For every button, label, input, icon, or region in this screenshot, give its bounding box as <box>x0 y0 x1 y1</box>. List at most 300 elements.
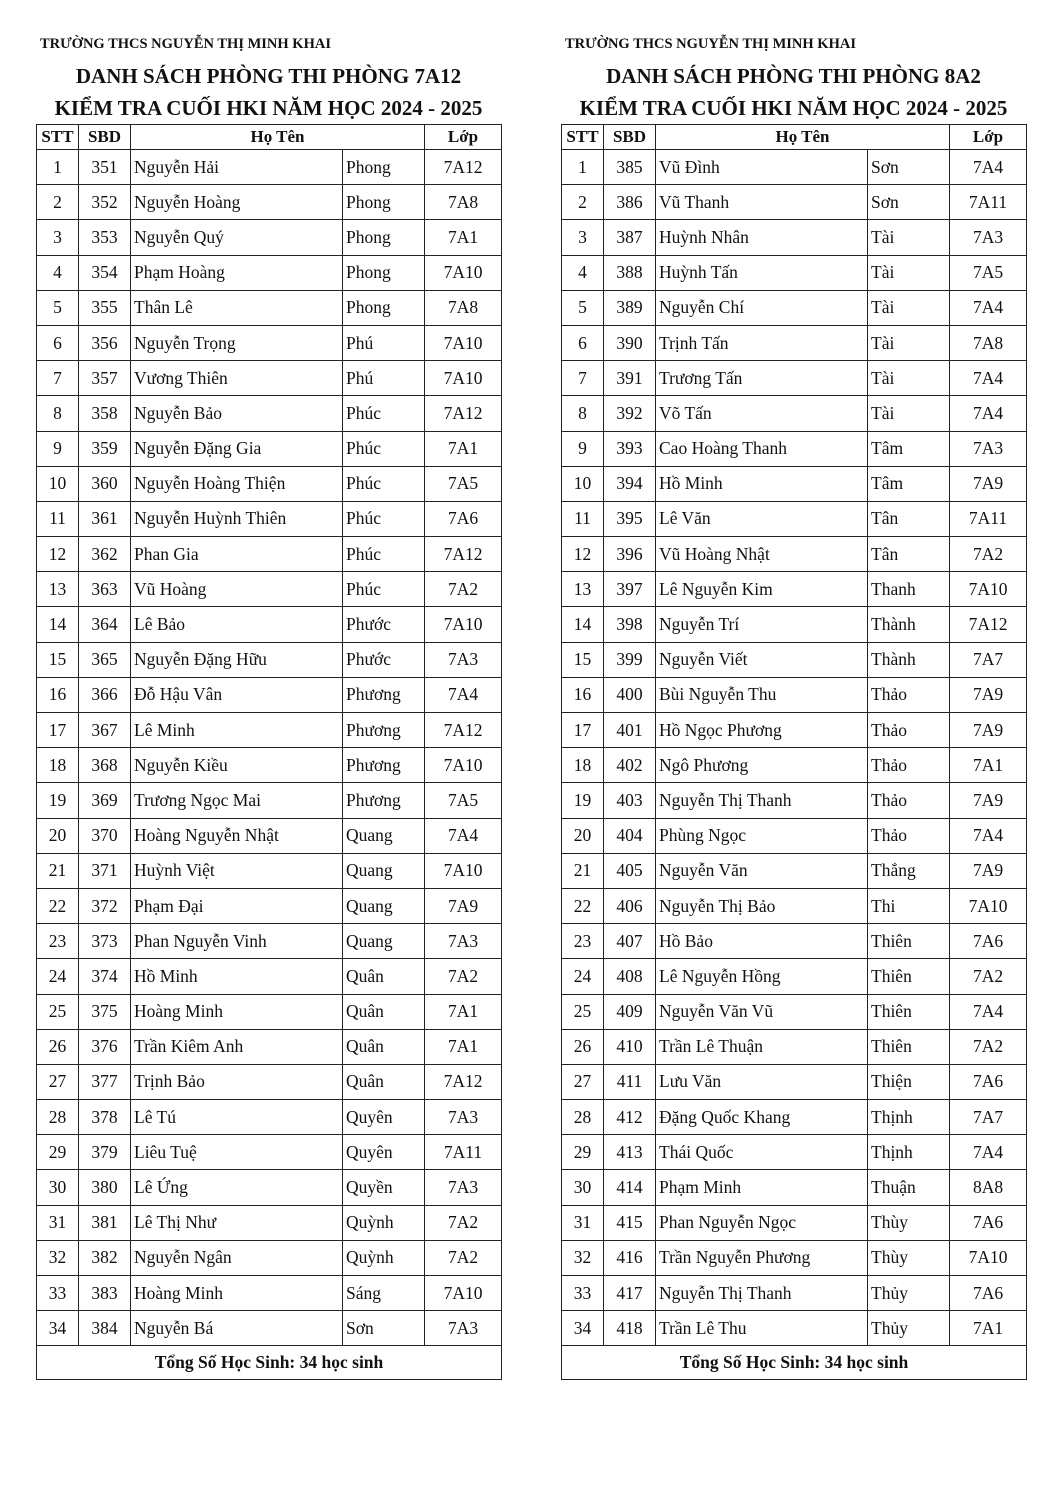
row-stt: 6 <box>562 325 604 360</box>
row-ten: Tài <box>868 290 950 325</box>
school-name: TRƯỜNG THCS NGUYỄN THỊ MINH KHAI <box>40 36 331 52</box>
row-lop: 7A9 <box>950 783 1027 818</box>
row-ho: Đỗ Hậu Vân <box>131 677 343 712</box>
row-sbd: 383 <box>79 1276 131 1311</box>
row-ten: Quang <box>343 888 425 923</box>
table-row <box>562 818 1027 853</box>
row-lop: 7A2 <box>425 1240 502 1275</box>
row-ho: Nguyễn Thị Thanh <box>656 783 868 818</box>
row-ten: Thắng <box>868 853 950 888</box>
table-row <box>37 220 502 255</box>
exam-title: KIỂM TRA CUỐI HKI NĂM HỌC 2024 - 2025 <box>579 96 1008 120</box>
row-ho: Lê Nguyễn Hồng <box>656 959 868 994</box>
row-ho: Nguyễn Văn <box>656 853 868 888</box>
row-lop: 7A1 <box>950 1311 1027 1346</box>
table-row <box>562 361 1027 396</box>
row-sbd: 377 <box>79 1064 131 1099</box>
row-stt: 14 <box>562 607 604 642</box>
row-stt: 21 <box>562 853 604 888</box>
row-lop: 7A7 <box>950 1100 1027 1135</box>
row-stt: 18 <box>562 748 604 783</box>
row-lop: 7A11 <box>950 185 1027 220</box>
row-ten: Phong <box>343 255 425 290</box>
total-row <box>37 1346 502 1380</box>
row-ten: Quỳnh <box>343 1205 425 1240</box>
row-ten: Tâm <box>868 466 950 501</box>
row-sbd: 395 <box>604 501 656 536</box>
row-lop: 7A10 <box>950 888 1027 923</box>
row-ten: Phúc <box>343 466 425 501</box>
row-sbd: 371 <box>79 853 131 888</box>
row-lop: 7A12 <box>425 537 502 572</box>
row-ten: Thanh <box>868 572 950 607</box>
row-ho: Đặng Quốc Khang <box>656 1100 868 1135</box>
row-stt: 17 <box>562 713 604 748</box>
row-ten: Sơn <box>868 150 950 185</box>
row-ho: Võ Tấn <box>656 396 868 431</box>
row-ho: Nguyễn Quý <box>131 220 343 255</box>
table-row <box>37 290 502 325</box>
row-stt: 13 <box>562 572 604 607</box>
table-row <box>37 1276 502 1311</box>
row-ten: Thảo <box>868 818 950 853</box>
table-row <box>562 572 1027 607</box>
table-row <box>562 853 1027 888</box>
row-ho: Huỳnh Tấn <box>656 255 868 290</box>
row-ten: Thuận <box>868 1170 950 1205</box>
row-stt: 17 <box>37 713 79 748</box>
row-ho: Vũ Hoàng <box>131 572 343 607</box>
row-stt: 2 <box>37 185 79 220</box>
student-table <box>36 124 502 1380</box>
row-ho: Nguyễn Bảo <box>131 396 343 431</box>
table-header-row <box>562 125 1027 150</box>
row-ho: Phùng Ngọc <box>656 818 868 853</box>
table-row <box>562 1135 1027 1170</box>
header-lop: Lớp <box>425 125 502 150</box>
table-row <box>562 220 1027 255</box>
row-stt: 14 <box>37 607 79 642</box>
row-sbd: 351 <box>79 150 131 185</box>
row-lop: 7A10 <box>425 853 502 888</box>
row-ho: Vũ Thanh <box>656 185 868 220</box>
row-stt: 30 <box>37 1170 79 1205</box>
row-stt: 3 <box>37 220 79 255</box>
row-sbd: 358 <box>79 396 131 431</box>
table-row <box>37 1135 502 1170</box>
row-stt: 27 <box>37 1064 79 1099</box>
row-ten: Phong <box>343 290 425 325</box>
table-row <box>37 1029 502 1064</box>
row-stt: 11 <box>562 501 604 536</box>
row-sbd: 410 <box>604 1029 656 1064</box>
row-ho: Huỳnh Nhân <box>656 220 868 255</box>
row-lop: 7A8 <box>425 290 502 325</box>
row-sbd: 415 <box>604 1205 656 1240</box>
table-row <box>562 713 1027 748</box>
row-sbd: 397 <box>604 572 656 607</box>
row-ten: Thiên <box>868 924 950 959</box>
row-stt: 18 <box>37 748 79 783</box>
row-ten: Phước <box>343 607 425 642</box>
row-stt: 31 <box>37 1205 79 1240</box>
row-ten: Phương <box>343 677 425 712</box>
row-ho: Trương Tấn <box>656 361 868 396</box>
row-lop: 7A4 <box>950 994 1027 1029</box>
row-ten: Quyên <box>343 1135 425 1170</box>
row-ten: Sáng <box>343 1276 425 1311</box>
row-sbd: 357 <box>79 361 131 396</box>
table-row <box>562 607 1027 642</box>
table-row <box>562 783 1027 818</box>
row-sbd: 404 <box>604 818 656 853</box>
row-lop: 7A2 <box>425 572 502 607</box>
row-lop: 7A4 <box>950 290 1027 325</box>
row-sbd: 379 <box>79 1135 131 1170</box>
row-ho: Lê Nguyễn Kim <box>656 572 868 607</box>
row-sbd: 390 <box>604 325 656 360</box>
row-ten: Quân <box>343 1029 425 1064</box>
row-stt: 7 <box>37 361 79 396</box>
row-ho: Ngô Phương <box>656 748 868 783</box>
row-stt: 15 <box>562 642 604 677</box>
row-ten: Tài <box>868 325 950 360</box>
row-stt: 5 <box>562 290 604 325</box>
row-sbd: 370 <box>79 818 131 853</box>
row-ten: Quỳnh <box>343 1240 425 1275</box>
row-sbd: 406 <box>604 888 656 923</box>
row-stt: 19 <box>562 783 604 818</box>
row-ho: Lê Văn <box>656 501 868 536</box>
row-ho: Nguyễn Hải <box>131 150 343 185</box>
row-stt: 29 <box>562 1135 604 1170</box>
row-lop: 7A9 <box>950 466 1027 501</box>
row-ten: Phương <box>343 748 425 783</box>
row-lop: 7A5 <box>950 255 1027 290</box>
row-lop: 7A6 <box>950 1205 1027 1240</box>
row-ho: Hoàng Minh <box>131 1276 343 1311</box>
row-stt: 2 <box>562 185 604 220</box>
table-row <box>562 1170 1027 1205</box>
table-row <box>37 361 502 396</box>
row-stt: 23 <box>562 924 604 959</box>
total-students: Tổng Số Học Sinh: 34 học sinh <box>562 1346 1027 1380</box>
student-rows <box>562 150 1027 1346</box>
row-lop: 7A11 <box>425 1135 502 1170</box>
table-row <box>37 713 502 748</box>
table-row <box>37 1311 502 1346</box>
row-ten: Phúc <box>343 572 425 607</box>
list-title: DANH SÁCH PHÒNG THI PHÒNG 7A12 <box>75 64 462 88</box>
table-row <box>562 748 1027 783</box>
row-stt: 25 <box>562 994 604 1029</box>
row-ho: Lê Tú <box>131 1100 343 1135</box>
total-students: Tổng Số Học Sinh: 34 học sinh <box>37 1346 502 1380</box>
exam-room-sheet-8a2 <box>561 34 1026 1380</box>
table-row <box>562 466 1027 501</box>
row-sbd: 391 <box>604 361 656 396</box>
row-ho: Lê Minh <box>131 713 343 748</box>
row-ten: Thủy <box>868 1311 950 1346</box>
row-lop: 7A12 <box>950 607 1027 642</box>
header-ho-ten: Họ Tên <box>656 125 950 150</box>
row-stt: 20 <box>37 818 79 853</box>
row-ten: Phong <box>343 185 425 220</box>
row-stt: 4 <box>37 255 79 290</box>
table-row <box>37 607 502 642</box>
row-sbd: 372 <box>79 888 131 923</box>
row-stt: 10 <box>37 466 79 501</box>
row-sbd: 373 <box>79 924 131 959</box>
row-sbd: 408 <box>604 959 656 994</box>
row-stt: 16 <box>37 677 79 712</box>
table-row <box>37 185 502 220</box>
row-ho: Thân Lê <box>131 290 343 325</box>
row-ho: Lê Thị Như <box>131 1205 343 1240</box>
table-row <box>37 150 502 185</box>
row-lop: 7A1 <box>950 748 1027 783</box>
row-ho: Lê Bảo <box>131 607 343 642</box>
row-ten: Thịnh <box>868 1100 950 1135</box>
row-sbd: 386 <box>604 185 656 220</box>
row-sbd: 417 <box>604 1276 656 1311</box>
table-row <box>562 994 1027 1029</box>
table-row <box>562 642 1027 677</box>
row-stt: 6 <box>37 325 79 360</box>
table-row <box>37 396 502 431</box>
row-lop: 7A12 <box>425 1064 502 1099</box>
row-stt: 4 <box>562 255 604 290</box>
row-ho: Hồ Ngọc Phương <box>656 713 868 748</box>
header-stt: STT <box>562 125 604 150</box>
header-lop: Lớp <box>950 125 1027 150</box>
row-sbd: 403 <box>604 783 656 818</box>
row-sbd: 394 <box>604 466 656 501</box>
row-lop: 7A11 <box>950 501 1027 536</box>
row-lop: 7A3 <box>950 220 1027 255</box>
table-header-row <box>37 125 502 150</box>
table-row <box>37 888 502 923</box>
table-row <box>37 1064 502 1099</box>
row-lop: 7A6 <box>950 1276 1027 1311</box>
row-ho: Hồ Minh <box>131 959 343 994</box>
school-name: TRƯỜNG THCS NGUYỄN THỊ MINH KHAI <box>565 36 856 52</box>
row-sbd: 392 <box>604 396 656 431</box>
row-ten: Tân <box>868 501 950 536</box>
row-ten: Tài <box>868 396 950 431</box>
row-stt: 28 <box>37 1100 79 1135</box>
row-ho: Trần Kiêm Anh <box>131 1029 343 1064</box>
table-row <box>37 572 502 607</box>
table-row <box>562 1100 1027 1135</box>
row-ho: Nguyễn Ngân <box>131 1240 343 1275</box>
table-row <box>562 537 1027 572</box>
table-row <box>562 150 1027 185</box>
row-ho: Vũ Đình <box>656 150 868 185</box>
row-stt: 28 <box>562 1100 604 1135</box>
row-lop: 7A2 <box>950 959 1027 994</box>
row-sbd: 354 <box>79 255 131 290</box>
row-stt: 32 <box>562 1240 604 1275</box>
list-title: DANH SÁCH PHÒNG THI PHÒNG 8A2 <box>606 64 981 88</box>
row-sbd: 405 <box>604 853 656 888</box>
row-sbd: 396 <box>604 537 656 572</box>
row-ho: Trịnh Tấn <box>656 325 868 360</box>
row-stt: 22 <box>37 888 79 923</box>
row-ten: Thảo <box>868 748 950 783</box>
row-ten: Thành <box>868 607 950 642</box>
row-lop: 7A2 <box>950 537 1027 572</box>
row-ho: Nguyễn Thị Thanh <box>656 1276 868 1311</box>
row-sbd: 360 <box>79 466 131 501</box>
table-row <box>562 396 1027 431</box>
row-stt: 21 <box>37 853 79 888</box>
row-sbd: 359 <box>79 431 131 466</box>
table-row <box>562 255 1027 290</box>
row-ten: Thành <box>868 642 950 677</box>
row-ho: Nguyễn Đặng Gia <box>131 431 343 466</box>
row-sbd: 381 <box>79 1205 131 1240</box>
row-ho: Hoàng Nguyễn Nhật <box>131 818 343 853</box>
row-ten: Sơn <box>868 185 950 220</box>
row-ten: Thịnh <box>868 1135 950 1170</box>
row-ten: Quang <box>343 818 425 853</box>
row-lop: 7A4 <box>425 677 502 712</box>
row-ho: Nguyễn Trí <box>656 607 868 642</box>
row-lop: 7A10 <box>425 748 502 783</box>
row-lop: 7A9 <box>950 853 1027 888</box>
row-lop: 7A5 <box>425 783 502 818</box>
row-ho: Hồ Minh <box>656 466 868 501</box>
row-sbd: 364 <box>79 607 131 642</box>
row-sbd: 368 <box>79 748 131 783</box>
table-row <box>37 537 502 572</box>
table-row <box>37 924 502 959</box>
row-ten: Thùy <box>868 1205 950 1240</box>
row-stt: 1 <box>37 150 79 185</box>
row-stt: 15 <box>37 642 79 677</box>
row-ten: Quân <box>343 1064 425 1099</box>
row-ten: Quyền <box>343 1170 425 1205</box>
row-sbd: 367 <box>79 713 131 748</box>
row-sbd: 356 <box>79 325 131 360</box>
row-ho: Trần Lê Thu <box>656 1311 868 1346</box>
exam-room-sheet-7a12 <box>36 34 501 1380</box>
row-sbd: 353 <box>79 220 131 255</box>
row-ho: Bùi Nguyễn Thu <box>656 677 868 712</box>
row-sbd: 369 <box>79 783 131 818</box>
table-row <box>562 888 1027 923</box>
row-sbd: 416 <box>604 1240 656 1275</box>
row-ho: Liêu Tuệ <box>131 1135 343 1170</box>
row-ho: Trịnh Bảo <box>131 1064 343 1099</box>
row-ten: Phúc <box>343 396 425 431</box>
table-row <box>562 290 1027 325</box>
row-lop: 7A1 <box>425 994 502 1029</box>
table-row <box>37 748 502 783</box>
row-sbd: 366 <box>79 677 131 712</box>
row-sbd: 384 <box>79 1311 131 1346</box>
row-stt: 1 <box>562 150 604 185</box>
row-lop: 7A10 <box>425 255 502 290</box>
row-stt: 7 <box>562 361 604 396</box>
row-sbd: 398 <box>604 607 656 642</box>
row-ten: Tâm <box>868 431 950 466</box>
row-stt: 19 <box>37 783 79 818</box>
row-ten: Phong <box>343 150 425 185</box>
row-ho: Nguyễn Trọng <box>131 325 343 360</box>
row-ten: Phương <box>343 713 425 748</box>
total-row <box>562 1346 1027 1380</box>
row-ten: Phước <box>343 642 425 677</box>
row-ten: Thủy <box>868 1276 950 1311</box>
table-row <box>37 1205 502 1240</box>
row-ho: Phạm Hoàng <box>131 255 343 290</box>
row-lop: 7A1 <box>425 1029 502 1064</box>
table-row <box>562 677 1027 712</box>
row-sbd: 389 <box>604 290 656 325</box>
row-ten: Phúc <box>343 537 425 572</box>
header-stt: STT <box>37 125 79 150</box>
table-row <box>562 431 1027 466</box>
row-sbd: 378 <box>79 1100 131 1135</box>
row-ten: Phúc <box>343 501 425 536</box>
row-stt: 22 <box>562 888 604 923</box>
row-lop: 7A2 <box>425 1205 502 1240</box>
row-stt: 33 <box>562 1276 604 1311</box>
row-stt: 3 <box>562 220 604 255</box>
table-row <box>37 1100 502 1135</box>
row-ten: Tài <box>868 361 950 396</box>
row-ho: Huỳnh Việt <box>131 853 343 888</box>
row-stt: 33 <box>37 1276 79 1311</box>
table-row <box>37 1170 502 1205</box>
row-ten: Phú <box>343 361 425 396</box>
row-lop: 7A9 <box>950 677 1027 712</box>
row-ho: Phan Nguyễn Vinh <box>131 924 343 959</box>
table-row <box>37 642 502 677</box>
table-row <box>37 1240 502 1275</box>
table-row <box>562 1240 1027 1275</box>
row-lop: 7A1 <box>425 220 502 255</box>
student-table <box>561 124 1027 1380</box>
row-ten: Quang <box>343 853 425 888</box>
table-row <box>562 1205 1027 1240</box>
header-sbd: SBD <box>604 125 656 150</box>
row-stt: 20 <box>562 818 604 853</box>
row-lop: 7A8 <box>950 325 1027 360</box>
row-lop: 8A8 <box>950 1170 1027 1205</box>
table-row <box>37 783 502 818</box>
row-stt: 29 <box>37 1135 79 1170</box>
table-row <box>562 501 1027 536</box>
table-row <box>37 325 502 360</box>
row-ho: Nguyễn Bá <box>131 1311 343 1346</box>
row-ten: Quang <box>343 924 425 959</box>
table-row <box>37 677 502 712</box>
row-lop: 7A10 <box>425 325 502 360</box>
row-lop: 7A10 <box>425 607 502 642</box>
row-lop: 7A3 <box>425 642 502 677</box>
row-ten: Thảo <box>868 677 950 712</box>
row-sbd: 401 <box>604 713 656 748</box>
row-lop: 7A6 <box>950 1064 1027 1099</box>
row-stt: 34 <box>37 1311 79 1346</box>
row-ten: Tài <box>868 220 950 255</box>
row-ten: Phương <box>343 783 425 818</box>
table-row <box>562 1311 1027 1346</box>
row-ten: Phúc <box>343 431 425 466</box>
